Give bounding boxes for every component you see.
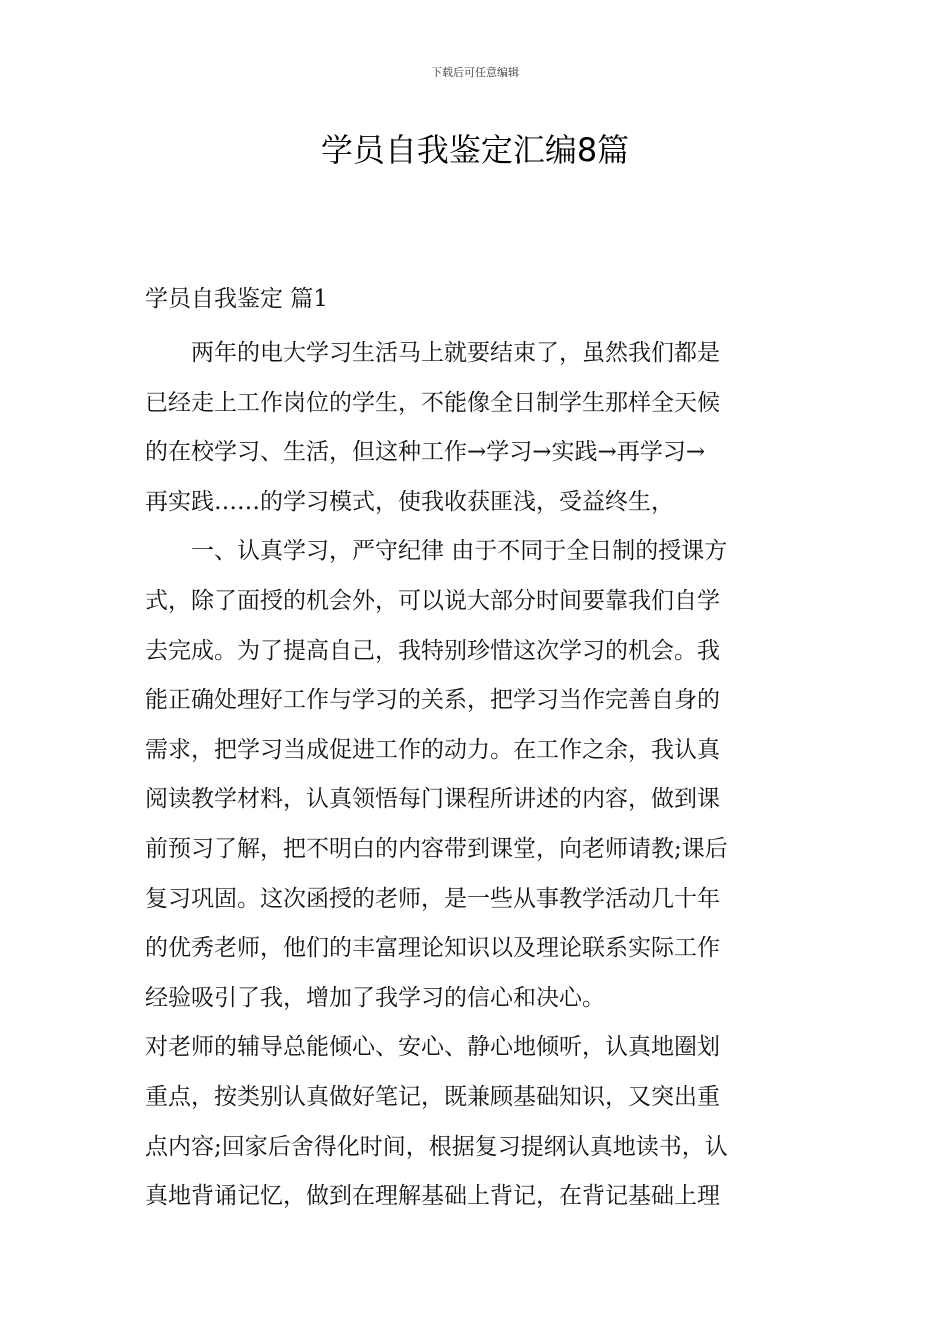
text-line: 两年的电大学习生活马上就要结束了，虽然我们都是 <box>191 340 720 366</box>
text-line: 真地背诵记忆，做到在理解基础上背记，在背记基础上理 <box>145 1183 720 1210</box>
text-line: 的在校学习、生活，但这种工作→学习→实践→再学习→ <box>145 439 706 466</box>
text-line: 对老师的辅导总能倾心、安心、静心地倾听，认真地圈划 <box>145 1034 720 1061</box>
paragraph-lines <box>145 329 807 1222</box>
text-line: 重点，按类别认真做好笔记，既兼顾基础知识，又突出重 <box>145 1083 720 1110</box>
text-line: 的优秀老师，他们的丰富理论知识以及理论联系实际工作 <box>145 935 720 962</box>
document-body <box>145 279 807 1222</box>
header-note: 下载后可任意编辑 <box>431 66 519 79</box>
text-line: 阅读教学材料，认真领悟每门课程所讲述的内容，做到课 <box>145 786 720 813</box>
text-line: 去完成。为了提高自己，我特别珍惜这次学习的机会。我 <box>145 637 720 664</box>
text-line: 已经走上工作岗位的学生，不能像全日制学生那样全天候 <box>145 389 720 416</box>
document-title: 学员自我鉴定汇编8篇 <box>320 131 630 169</box>
section-heading: 学员自我鉴定 篇1 <box>145 286 328 312</box>
text-line: 一、认真学习，严守纪律 由于不同于全日制的授课方 <box>191 538 728 565</box>
text-line: 复习巩固。这次函授的老师，是一些从事教学活动几十年 <box>145 885 720 912</box>
text-line: 式，除了面授的机会外，可以说大部分时间要靠我们自学 <box>145 587 720 614</box>
text-line: 需求，把学习当成促进工作的动力。在工作之余，我认真 <box>145 736 720 763</box>
text-line: 点内容;回家后舍得化时间，根据复习提纲认真地读书，认 <box>145 1133 728 1160</box>
text-line: 经验吸引了我，增加了我学习的信心和决心。 <box>145 984 605 1011</box>
text-line: 前预习了解，把不明白的内容带到课堂，向老师请教;课后 <box>145 835 728 862</box>
text-line: 能正确处理好工作与学习的关系，把学习当作完善自身的 <box>145 687 720 714</box>
text-line: 再实践……的学习模式，使我收获匪浅，受益终生， <box>145 488 674 515</box>
